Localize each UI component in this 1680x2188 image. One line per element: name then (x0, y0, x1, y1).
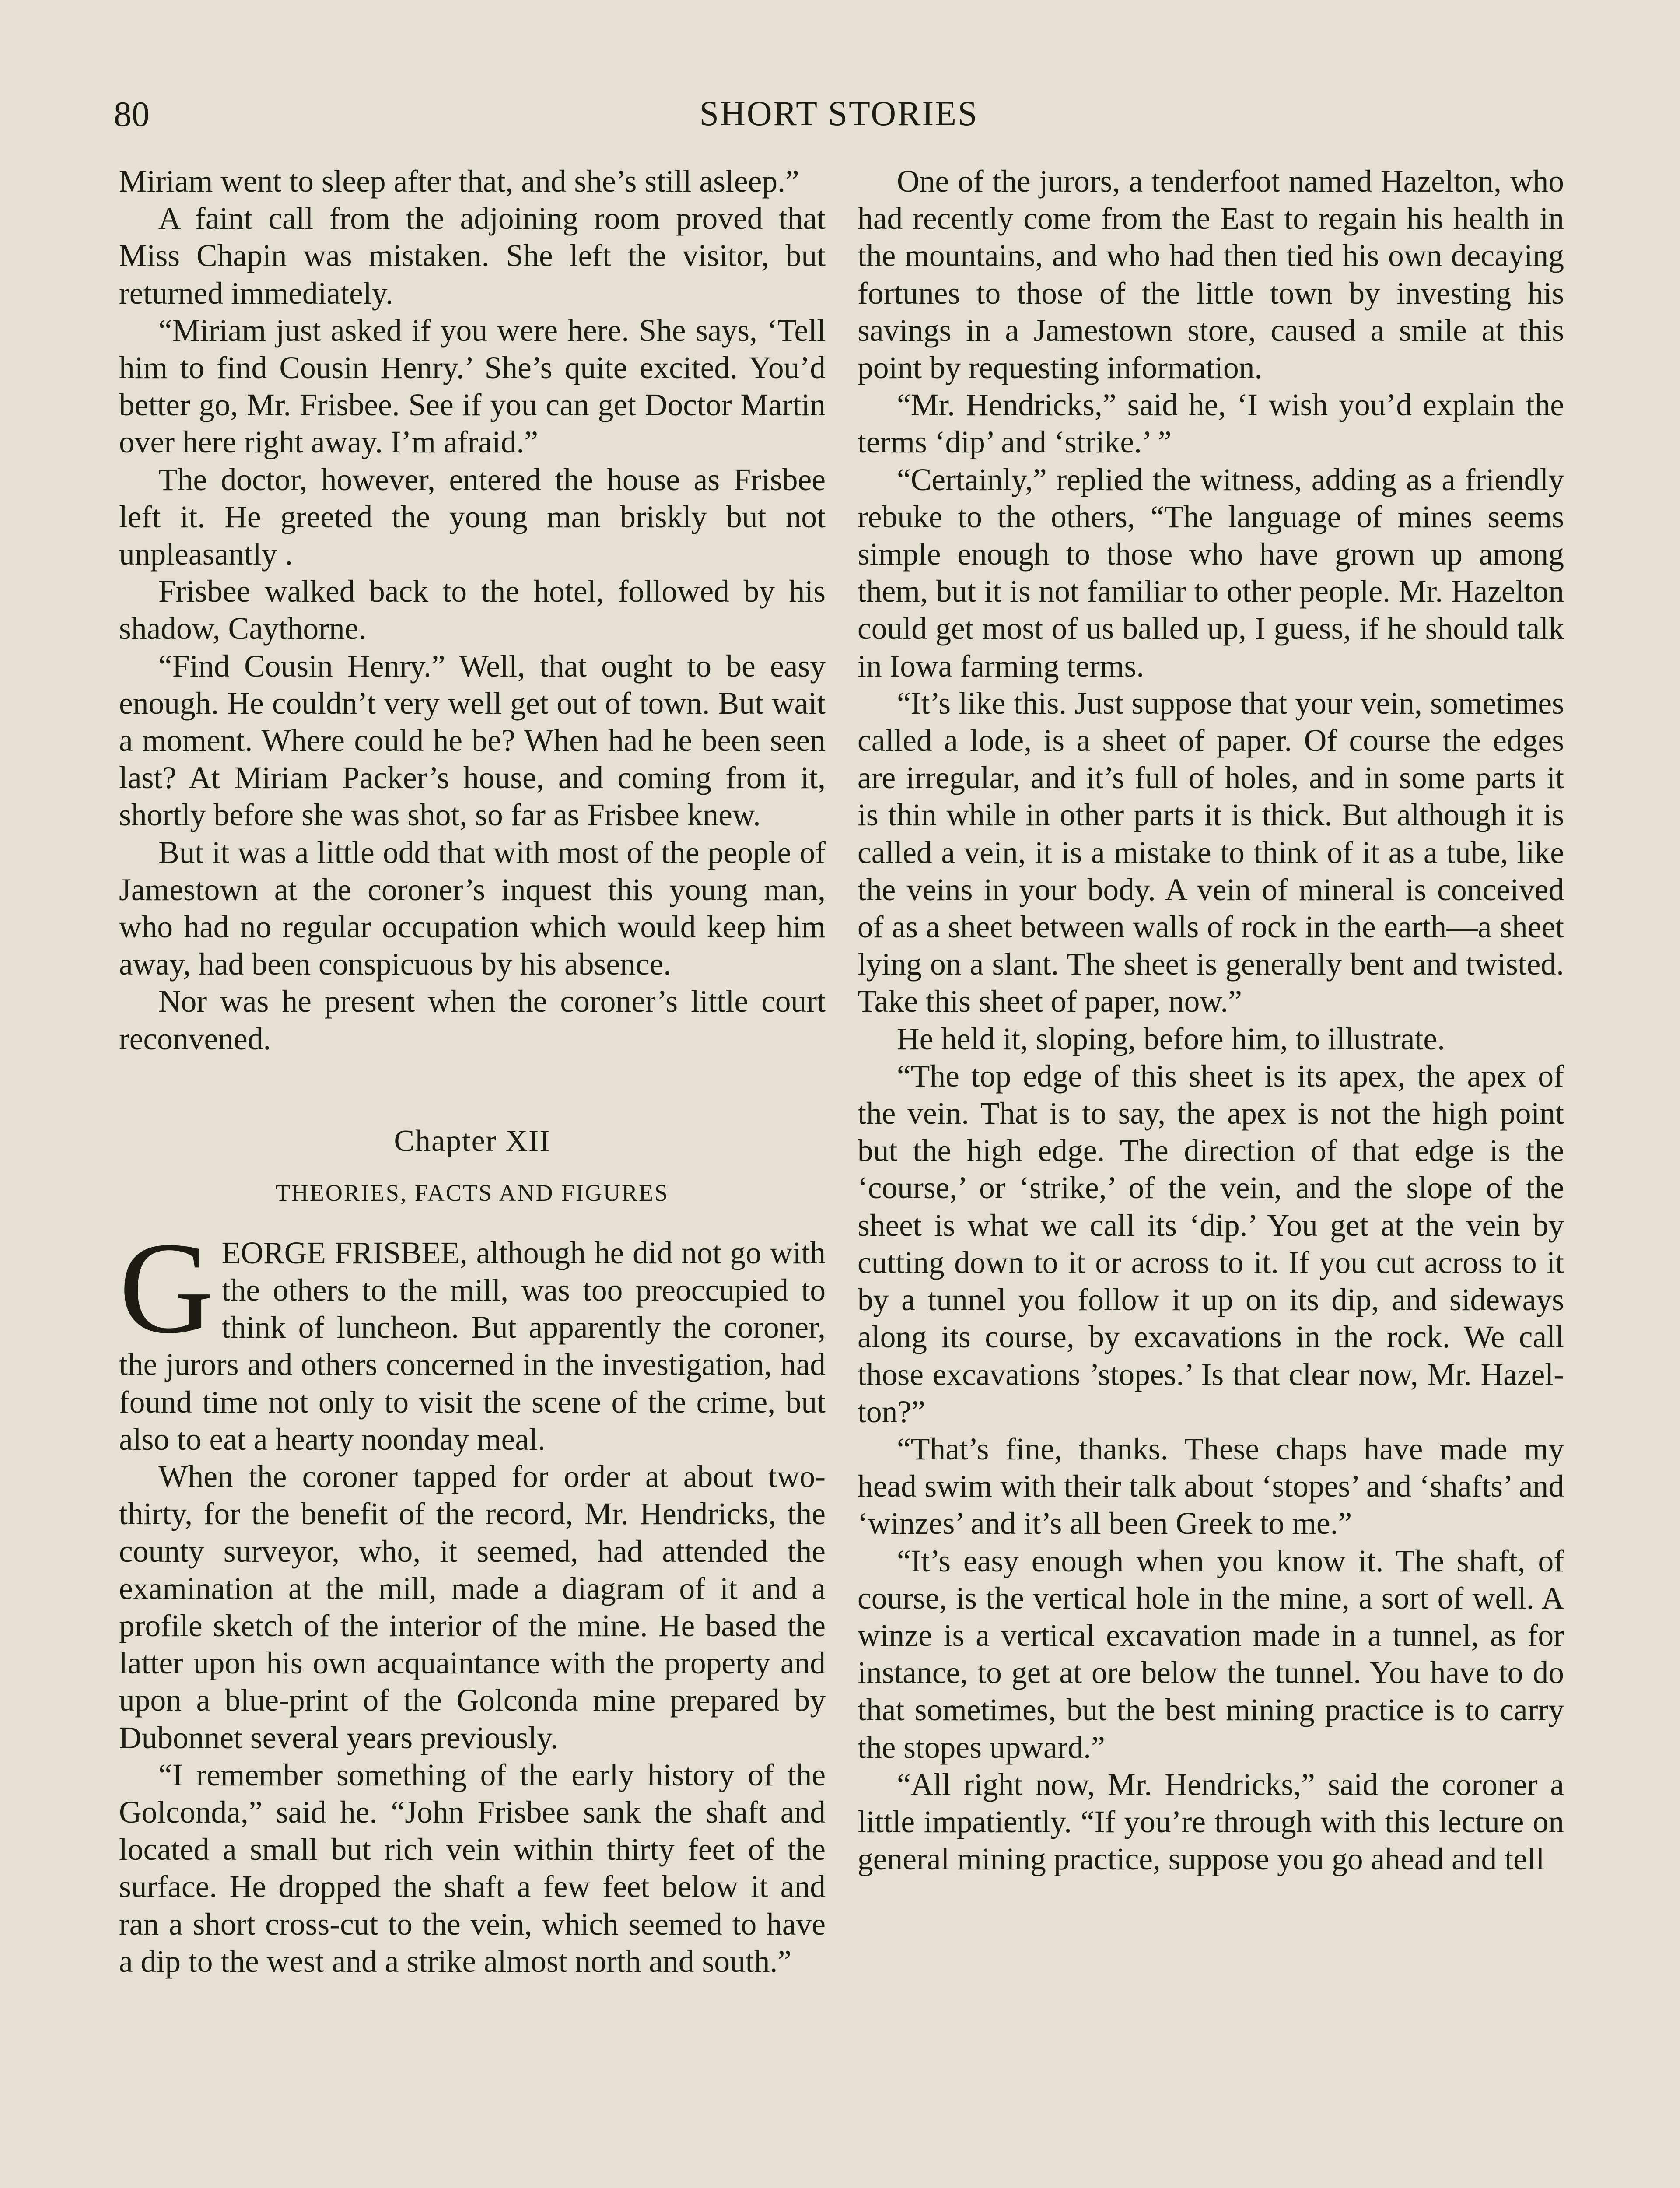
paragraph: When the coroner tapped for order at about two-thirty, for the benefit of the record, Mr. Hendricks, the county surveyor, who, it seemed, had attended the examination at the mill, made a diagram of it and a profile sketch of the interior of the mine. He based the latter upon his own acquaintance with the property and upon a blue-print of the Golconda mine prepared by Dubonnet several years previously. (119, 1459, 826, 1755)
paragraph: “It’s easy enough when you know it. The shaft, of course, is the vertical hole in the mine, a sort of well. A winze is a vertical excavation made in a tunnel, as for instance, to get at ore below the tunnel. You have to do that sometimes, but the best mining practice is to carry the stopes upward.” (858, 1543, 1564, 1765)
paragraph: Miriam went to sleep after that, and she’s still asleep.” (119, 164, 799, 199)
paragraph-text: EORGE FRISBEE, although he did not go with the others to the mill, was too preoccupied to think of luncheon. But apparently the coroner, the jurors and others concerned in the investigation, had found time not only to visit the scene of the crime, but also to eat a hearty noonday meal. (119, 1235, 826, 1457)
left-column (119, 163, 826, 1980)
drop-cap: G (119, 1215, 214, 1360)
right-column (858, 163, 1564, 1878)
paragraph: “The top edge of this sheet is its apex, the apex of the vein. That is to say, the apex is not the high point but the high edge. The direction of that edge is the ‘course,’ or ‘strike,’ of the vein, and the slope of the sheet is what we call its ‘dip.’ You get at the vein by cutting down to it or across to it. If you cut across to it by a tunnel you follow it up on its dip, and sideways along its course, by excavations in the rock. We call those excavations ’stopes.’ Is that clear now, Mr. Hazelton?” (858, 1059, 1564, 1429)
paragraph: “All right now, Mr. Hendricks,” said the coroner a little impatiently. “If you’re through with this lecture on general mining practice, suppose you go ahead and tell (858, 1767, 1564, 1877)
paragraph: “It’s like this. Just suppose that your vein, sometimes called a lode, is a sheet of paper. Of course the edges are irregular, and it’s full of holes, and in some parts it is thin while in other parts it is thick. But although it is called a vein, it is a mistake to think of it as a tube, like the veins in your body. A vein of mineral is conceived of as a sheet between walls of rock in the earth—a sheet lying on a slant. The sheet is generally bent and twisted. Take this sheet of paper, now.” (858, 686, 1564, 1019)
paragraph: “Find Cousin Henry.” Well, that ought to be easy enough. He couldn’t very well get out of town. But wait a moment. Where could he be? When had he been seen last? At Miriam Packer’s house, and coming from it, shortly before she was shot, so far as Frisbee knew. (119, 649, 826, 833)
paragraph: Nor was he present when the coroner’s little court reconvened. (119, 984, 826, 1056)
paragraph: The doctor, however, entered the house as Frisbee left it. He greeted the young man briskly but not unpleasantly . (119, 462, 826, 572)
chapter-opening-paragraph (119, 1215, 826, 1458)
paragraph: A faint call from the adjoining room proved that Miss Chapin was mistaken. She left the visitor, but returned immediately. (119, 201, 826, 311)
paragraph: “Certainly,” replied the witness, adding as a friendly rebuke to the others, “The language of mines seems simple enough to those who have grown up among them, but it is not familiar to other people. Mr. Hazelton could get most of us balled up, I guess, if he should talk in Iowa farming terms. (858, 462, 1564, 684)
paragraph: “That’s fine, thanks. These chaps have made my head swim with their talk about ‘stopes’ and ‘shafts’ and ‘winzes’ and it’s all been Greek to me.” (858, 1431, 1564, 1541)
paragraph: He held it, sloping, before him, to illustrate. (897, 1021, 1445, 1056)
page-header (114, 83, 1564, 149)
page-number: 80 (114, 94, 150, 134)
running-title: SHORT STORIES (699, 95, 979, 133)
chapter-title: Chapter XII (394, 1124, 551, 1158)
paragraph: One of the jurors, a tenderfoot named Hazelton, who had recently come from the East to regain his health in the mountains, and who had then tied his own decaying fortunes to those of the little town by investing his savings in a Jamestown store, caused a smile at this point by requesting information. (858, 164, 1564, 386)
chapter-subtitle: THEORIES, FACTS AND FIGURES (275, 1179, 669, 1206)
paragraph: “Miriam just asked if you were here. She says, ‘Tell him to find Cousin Henry.’ She’s quite excited. You’d better go, Mr. Frisbee. See if you can get Doctor Martin over here right away. I’m afraid.” (119, 313, 826, 460)
paragraph: “I remember something of the early history of the Golconda,” said he. “John Frisbee sank the shaft and located a small but rich vein within thirty feet of the surface. He dropped the shaft a few feet below it and ran a short cross-cut to the vein, which seemed to have a dip to the west and a strike almost north and south.” (119, 1757, 826, 1979)
paragraph: But it was a little odd that with most of the people of Jamestown at the coroner’s inquest this young man, who had no regular occupation which would keep him away, had been conspicuous by his absence. (119, 835, 826, 982)
paragraph: “Mr. Hendricks,” said he, ‘I wish you’d explain the terms ‘dip’ and ‘strike.’ ” (858, 388, 1564, 460)
paragraph: Frisbee walked back to the hotel, followed by his shadow, Caythorne. (119, 574, 826, 646)
